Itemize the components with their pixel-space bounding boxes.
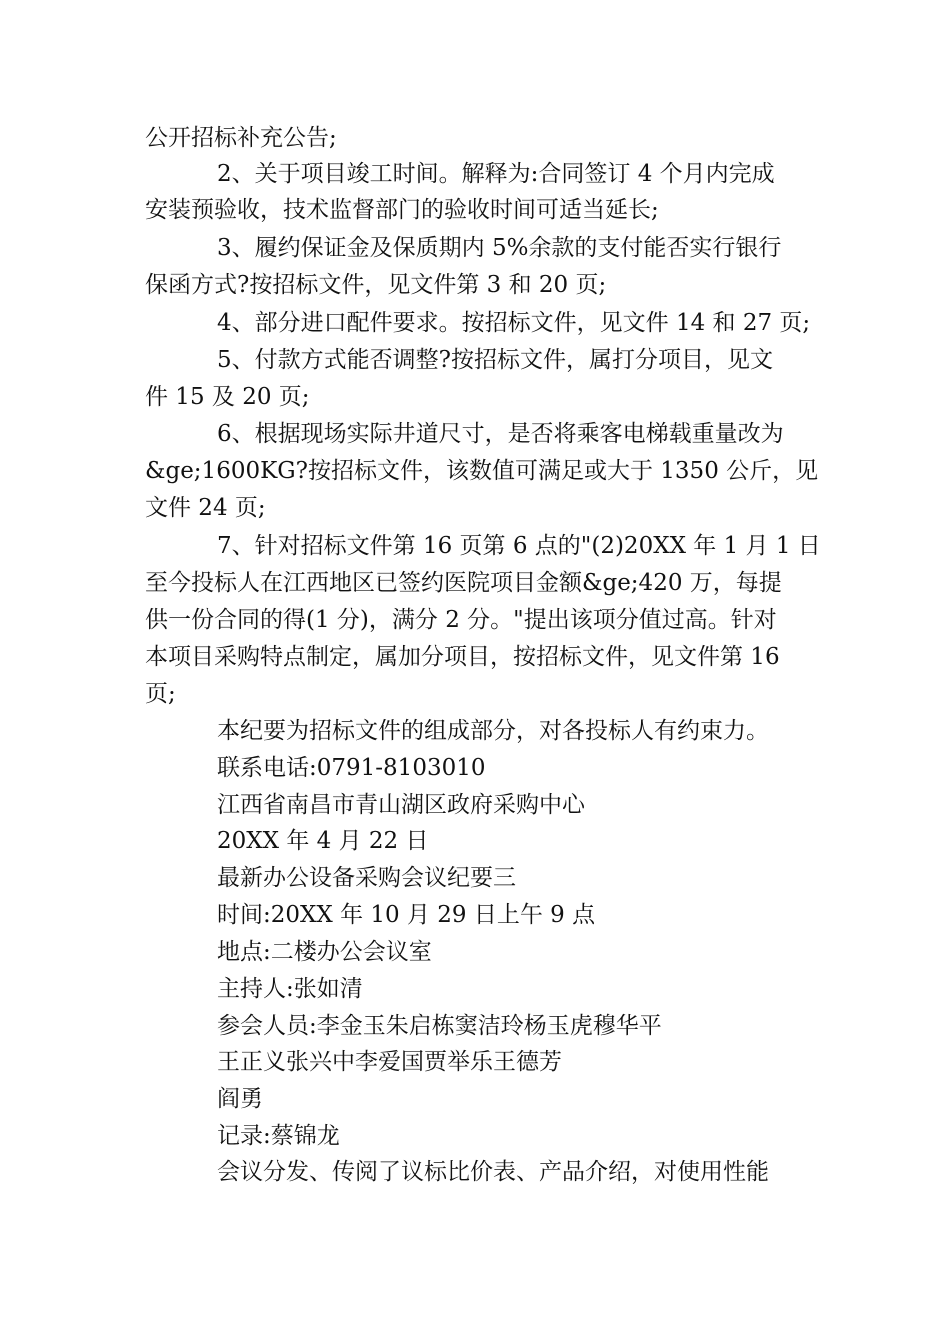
text-line: 本项目采购特点制定，属加分项目，按招标文件，见文件第 16 bbox=[145, 644, 780, 670]
text-line: 5、付款方式能否调整?按招标文件，属打分项目，见文 bbox=[217, 347, 773, 373]
text-line: 最新办公设备采购会议纪要三 bbox=[217, 865, 516, 891]
text-line: 20XX 年 4 月 22 日 bbox=[217, 828, 429, 854]
text-line: &ge;1600KG?按招标文件，该数值可满足或大于 1350 公斤，见 bbox=[145, 458, 819, 484]
text-line: 阎勇 bbox=[217, 1086, 263, 1112]
text-line: 文件 24 页; bbox=[145, 495, 266, 521]
text-line: 2、关于项目竣工时间。解释为:合同签订 4 个月内完成 bbox=[217, 161, 775, 187]
text-line: 江西省南昌市青山湖区政府采购中心 bbox=[217, 792, 585, 818]
text-line: 6、根据现场实际井道尺寸，是否将乘客电梯载重量改为 bbox=[217, 421, 784, 447]
text-line: 会议分发、传阅了议标比价表、产品介绍，对使用性能 bbox=[217, 1159, 769, 1185]
text-line: 7、针对招标文件第 16 页第 6 点的"(2)20XX 年 1 月 1 日 bbox=[217, 533, 821, 559]
text-line: 主持人:张如清 bbox=[217, 976, 363, 1002]
text-line: 至今投标人在江西地区已签约医院项目金额&ge;420 万，每提 bbox=[145, 570, 782, 596]
text-line: 页; bbox=[145, 681, 176, 707]
text-line: 件 15 及 20 页; bbox=[145, 384, 310, 410]
text-line: 参会人员:李金玉朱启栋窦洁玲杨玉虎穆华平 bbox=[217, 1013, 662, 1039]
text-line: 地点:二楼办公会议室 bbox=[217, 939, 432, 965]
text-line: 安装预验收，技术监督部门的验收时间可适当延长; bbox=[145, 197, 659, 223]
text-line: 时间:20XX 年 10 月 29 日上午 9 点 bbox=[217, 902, 596, 928]
text-line: 联系电话:0791-8103010 bbox=[217, 755, 486, 781]
text-line: 本纪要为招标文件的组成部分，对各投标人有约束力。 bbox=[217, 718, 769, 744]
text-line: 3、履约保证金及保质期内 5%余款的支付能否实行银行 bbox=[217, 235, 782, 261]
text-line: 王正义张兴中李爱国贾举乐王德芳 bbox=[217, 1049, 562, 1075]
text-line: 供一份合同的得(1 分)，满分 2 分。"提出该项分值过高。针对 bbox=[145, 607, 777, 633]
text-line: 保函方式?按招标文件，见文件第 3 和 20 页; bbox=[145, 272, 607, 298]
text-line: 记录:蔡锦龙 bbox=[217, 1123, 340, 1149]
text-line: 4、部分进口配件要求。按招标文件，见文件 14 和 27 页; bbox=[217, 310, 811, 336]
text-line: 公开招标补充公告; bbox=[145, 125, 337, 151]
